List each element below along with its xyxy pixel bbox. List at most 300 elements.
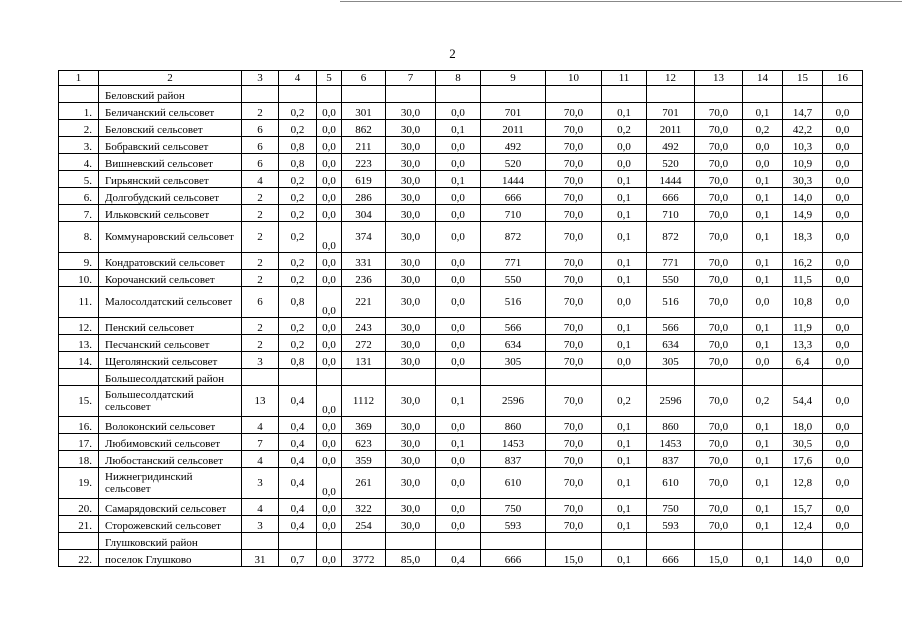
district-name: Большесолдатский район (99, 369, 242, 386)
value-cell: 516 (481, 287, 546, 318)
district-name: Беловский район (99, 86, 242, 103)
value-cell: 0,0 (317, 434, 342, 451)
district-name: Глушковский район (99, 533, 242, 550)
value-cell: 0,1 (602, 335, 647, 352)
value-cell: 70,0 (695, 137, 743, 154)
row-index-cell: 13. (59, 335, 99, 352)
value-cell: 0,2 (279, 270, 317, 287)
value-cell: 0,0 (317, 386, 342, 417)
value-cell: 70,0 (695, 120, 743, 137)
table-row (59, 222, 863, 253)
table-row (59, 188, 863, 205)
value-cell: 0,2 (743, 386, 783, 417)
value-cell: 3 (242, 352, 279, 369)
row-index-cell: 8. (59, 222, 99, 253)
table-row (59, 137, 863, 154)
value-cell: 837 (647, 451, 695, 468)
row-index-cell (59, 86, 99, 103)
empty-cell (695, 369, 743, 386)
value-cell: 14,0 (783, 188, 823, 205)
value-cell: 70,0 (546, 103, 602, 120)
value-cell: 492 (481, 137, 546, 154)
value-cell: 0,0 (436, 335, 481, 352)
value-cell: 221 (342, 287, 386, 318)
value-cell: 254 (342, 516, 386, 533)
value-cell: 272 (342, 335, 386, 352)
settlement-name: Долгобудский сельсовет (99, 188, 242, 205)
value-cell: 10,9 (783, 154, 823, 171)
value-cell: 2596 (481, 386, 546, 417)
value-cell: 0,0 (317, 550, 342, 567)
value-cell: 0,1 (436, 386, 481, 417)
value-cell: 0,0 (317, 451, 342, 468)
value-cell: 0,2 (279, 335, 317, 352)
value-cell: 0,0 (602, 154, 647, 171)
value-cell: 0,1 (602, 253, 647, 270)
value-cell: 305 (481, 352, 546, 369)
value-cell: 2 (242, 205, 279, 222)
value-cell: 0,0 (317, 287, 342, 318)
empty-cell (546, 369, 602, 386)
value-cell: 70,0 (546, 154, 602, 171)
value-cell: 6 (242, 120, 279, 137)
column-number-cell: 14 (743, 71, 783, 86)
value-cell: 0,2 (602, 386, 647, 417)
value-cell: 17,6 (783, 451, 823, 468)
row-index-cell: 4. (59, 154, 99, 171)
value-cell: 0,1 (602, 270, 647, 287)
table-row (59, 318, 863, 335)
value-cell: 593 (481, 516, 546, 533)
value-cell: 0,1 (743, 468, 783, 499)
empty-cell (279, 86, 317, 103)
settlement-name: Большесолдатский сельсовет (99, 386, 242, 417)
value-cell: 0,1 (602, 171, 647, 188)
value-cell: 0,0 (317, 154, 342, 171)
value-cell: 0,4 (279, 386, 317, 417)
empty-cell (317, 533, 342, 550)
value-cell: 286 (342, 188, 386, 205)
value-cell: 30,0 (386, 253, 436, 270)
column-number-row (59, 71, 863, 86)
value-cell: 1444 (481, 171, 546, 188)
value-cell: 0,1 (743, 222, 783, 253)
row-index-cell: 15. (59, 386, 99, 417)
value-cell: 30,0 (386, 318, 436, 335)
empty-cell (695, 533, 743, 550)
value-cell: 0,2 (279, 205, 317, 222)
value-cell: 6,4 (783, 352, 823, 369)
value-cell: 70,0 (695, 417, 743, 434)
value-cell: 223 (342, 154, 386, 171)
row-index-cell: 7. (59, 205, 99, 222)
value-cell: 0,0 (317, 120, 342, 137)
value-cell: 70,0 (695, 386, 743, 417)
value-cell: 70,0 (695, 222, 743, 253)
value-cell: 0,0 (436, 188, 481, 205)
value-cell: 0,4 (279, 417, 317, 434)
value-cell: 0,0 (436, 468, 481, 499)
row-index-cell: 16. (59, 417, 99, 434)
column-number-cell: 16 (823, 71, 863, 86)
table-row (59, 417, 863, 434)
value-cell: 0,0 (602, 352, 647, 369)
value-cell: 0,2 (279, 222, 317, 253)
value-cell: 0,0 (823, 451, 863, 468)
column-number-cell: 5 (317, 71, 342, 86)
empty-cell (546, 86, 602, 103)
value-cell: 70,0 (546, 318, 602, 335)
value-cell: 701 (647, 103, 695, 120)
value-cell: 70,0 (546, 137, 602, 154)
value-cell: 30,0 (386, 386, 436, 417)
column-number-cell: 13 (695, 71, 743, 86)
value-cell: 0,1 (602, 103, 647, 120)
value-cell: 2011 (647, 120, 695, 137)
value-cell: 2 (242, 188, 279, 205)
value-cell: 70,0 (695, 434, 743, 451)
value-cell: 0,8 (279, 287, 317, 318)
value-cell: 0,0 (317, 188, 342, 205)
value-cell: 0,0 (743, 352, 783, 369)
value-cell: 70,0 (546, 386, 602, 417)
value-cell: 70,0 (546, 352, 602, 369)
value-cell: 15,0 (546, 550, 602, 567)
value-cell: 30,0 (386, 137, 436, 154)
row-index-cell: 18. (59, 451, 99, 468)
value-cell: 70,0 (546, 499, 602, 516)
value-cell: 0,0 (823, 516, 863, 533)
value-cell: 872 (481, 222, 546, 253)
value-cell: 30,0 (386, 270, 436, 287)
value-cell: 30,0 (386, 222, 436, 253)
value-cell: 0,0 (317, 222, 342, 253)
value-cell: 6 (242, 154, 279, 171)
value-cell: 0,1 (743, 451, 783, 468)
value-cell: 70,0 (695, 516, 743, 533)
value-cell: 15,7 (783, 499, 823, 516)
settlement-name: Кондратовский сельсовет (99, 253, 242, 270)
page-number: 2 (449, 46, 456, 61)
table-row (59, 120, 863, 137)
value-cell: 666 (481, 188, 546, 205)
value-cell: 3 (242, 516, 279, 533)
settlement-name: Любимовский сельсовет (99, 434, 242, 451)
value-cell: 0,0 (436, 451, 481, 468)
value-cell: 860 (481, 417, 546, 434)
value-cell: 70,0 (695, 103, 743, 120)
value-cell: 70,0 (695, 287, 743, 318)
value-cell: 30,0 (386, 188, 436, 205)
value-cell: 0,7 (279, 550, 317, 567)
value-cell: 6 (242, 137, 279, 154)
table-row (59, 253, 863, 270)
empty-cell (602, 533, 647, 550)
settlement-name: Беличанский сельсовет (99, 103, 242, 120)
value-cell: 0,0 (743, 287, 783, 318)
value-cell: 14,7 (783, 103, 823, 120)
value-cell: 30,0 (386, 335, 436, 352)
column-number-cell: 9 (481, 71, 546, 86)
column-number-cell: 10 (546, 71, 602, 86)
value-cell: 18,0 (783, 417, 823, 434)
value-cell: 2 (242, 222, 279, 253)
value-cell: 0,8 (279, 154, 317, 171)
table-row (59, 451, 863, 468)
row-index-cell: 20. (59, 499, 99, 516)
value-cell: 0,0 (823, 434, 863, 451)
value-cell: 0,0 (743, 154, 783, 171)
value-cell: 31 (242, 550, 279, 567)
value-cell: 0,1 (436, 434, 481, 451)
empty-cell (743, 86, 783, 103)
value-cell: 0,1 (602, 188, 647, 205)
value-cell: 30,0 (386, 516, 436, 533)
value-cell: 0,1 (743, 253, 783, 270)
value-cell: 85,0 (386, 550, 436, 567)
value-cell: 550 (481, 270, 546, 287)
value-cell: 70,0 (546, 417, 602, 434)
value-cell: 1453 (647, 434, 695, 451)
value-cell: 70,0 (695, 171, 743, 188)
value-cell: 70,0 (546, 335, 602, 352)
table-row (59, 287, 863, 318)
table-row (59, 386, 863, 417)
settlement-name: поселок Глушково (99, 550, 242, 567)
value-cell: 0,0 (317, 417, 342, 434)
empty-cell (386, 533, 436, 550)
empty-cell (279, 369, 317, 386)
district-row (59, 86, 863, 103)
value-cell: 70,0 (546, 253, 602, 270)
value-cell: 0,0 (436, 103, 481, 120)
value-cell: 492 (647, 137, 695, 154)
value-cell: 0,1 (436, 171, 481, 188)
value-cell: 0,1 (743, 550, 783, 567)
value-cell: 12,4 (783, 516, 823, 533)
value-cell: 70,0 (546, 516, 602, 533)
value-cell: 16,2 (783, 253, 823, 270)
row-index-cell: 5. (59, 171, 99, 188)
value-cell: 0,0 (823, 154, 863, 171)
column-number-cell: 15 (783, 71, 823, 86)
value-cell: 872 (647, 222, 695, 253)
value-cell: 0,1 (743, 205, 783, 222)
column-number-cell: 2 (99, 71, 242, 86)
value-cell: 0,0 (823, 270, 863, 287)
value-cell: 374 (342, 222, 386, 253)
value-cell: 634 (481, 335, 546, 352)
value-cell: 2596 (647, 386, 695, 417)
value-cell: 0,0 (317, 468, 342, 499)
value-cell: 610 (481, 468, 546, 499)
value-cell: 0,0 (823, 222, 863, 253)
value-cell: 0,1 (743, 188, 783, 205)
value-cell: 7 (242, 434, 279, 451)
value-cell: 359 (342, 451, 386, 468)
row-index-cell: 6. (59, 188, 99, 205)
value-cell: 0,0 (436, 205, 481, 222)
column-number-cell: 12 (647, 71, 695, 86)
value-cell: 619 (342, 171, 386, 188)
settlement-name: Корочанский сельсовет (99, 270, 242, 287)
value-cell: 0,0 (823, 253, 863, 270)
value-cell: 0,0 (823, 386, 863, 417)
empty-cell (602, 369, 647, 386)
value-cell: 0,8 (279, 352, 317, 369)
value-cell: 0,0 (317, 137, 342, 154)
empty-cell (436, 533, 481, 550)
value-cell: 11,9 (783, 318, 823, 335)
value-cell: 0,1 (743, 171, 783, 188)
value-cell: 1444 (647, 171, 695, 188)
value-cell: 0,0 (436, 287, 481, 318)
value-cell: 0,0 (823, 171, 863, 188)
table-row (59, 468, 863, 499)
row-index-cell: 3. (59, 137, 99, 154)
empty-cell (823, 369, 863, 386)
value-cell: 30,0 (386, 171, 436, 188)
value-cell: 837 (481, 451, 546, 468)
district-row (59, 533, 863, 550)
table-row (59, 516, 863, 533)
value-cell: 0,0 (436, 222, 481, 253)
row-index-cell: 21. (59, 516, 99, 533)
empty-cell (481, 369, 546, 386)
value-cell: 623 (342, 434, 386, 451)
empty-cell (386, 369, 436, 386)
value-cell: 0,1 (602, 550, 647, 567)
value-cell: 30,0 (386, 205, 436, 222)
value-cell: 261 (342, 468, 386, 499)
value-cell: 14,9 (783, 205, 823, 222)
value-cell: 0,1 (743, 516, 783, 533)
value-cell: 331 (342, 253, 386, 270)
value-cell: 634 (647, 335, 695, 352)
value-cell: 70,0 (546, 205, 602, 222)
empty-cell (783, 369, 823, 386)
value-cell: 520 (481, 154, 546, 171)
row-index-cell: 12. (59, 318, 99, 335)
settlement-name: Ильковский сельсовет (99, 205, 242, 222)
row-index-cell: 11. (59, 287, 99, 318)
value-cell: 70,0 (546, 434, 602, 451)
value-cell: 862 (342, 120, 386, 137)
value-cell: 30,0 (386, 154, 436, 171)
value-cell: 3 (242, 468, 279, 499)
value-cell: 0,1 (602, 205, 647, 222)
value-cell: 14,0 (783, 550, 823, 567)
value-cell: 369 (342, 417, 386, 434)
value-cell: 70,0 (695, 335, 743, 352)
value-cell: 70,0 (546, 222, 602, 253)
value-cell: 15,0 (695, 550, 743, 567)
empty-cell (783, 533, 823, 550)
value-cell: 30,0 (386, 417, 436, 434)
value-cell: 520 (647, 154, 695, 171)
value-cell: 54,4 (783, 386, 823, 417)
value-cell: 0,0 (436, 417, 481, 434)
value-cell: 0,4 (279, 434, 317, 451)
settlement-name: Песчанский сельсовет (99, 335, 242, 352)
empty-cell (317, 86, 342, 103)
empty-cell (342, 533, 386, 550)
value-cell: 516 (647, 287, 695, 318)
value-cell: 0,1 (602, 451, 647, 468)
value-cell: 0,0 (317, 516, 342, 533)
value-cell: 70,0 (695, 253, 743, 270)
settlement-name: Сторожевский сельсовет (99, 516, 242, 533)
empty-cell (436, 369, 481, 386)
value-cell: 666 (647, 550, 695, 567)
value-cell: 70,0 (695, 154, 743, 171)
table-row (59, 335, 863, 352)
value-cell: 305 (647, 352, 695, 369)
value-cell: 0,0 (823, 352, 863, 369)
settlement-name: Малосолдатский сельсовет (99, 287, 242, 318)
value-cell: 30,0 (386, 352, 436, 369)
settlement-name: Гирьянский сельсовет (99, 171, 242, 188)
value-cell: 70,0 (695, 270, 743, 287)
value-cell: 131 (342, 352, 386, 369)
value-cell: 0,0 (823, 417, 863, 434)
value-cell: 0,0 (317, 270, 342, 287)
value-cell: 0,0 (317, 205, 342, 222)
empty-cell (242, 369, 279, 386)
value-cell: 10,8 (783, 287, 823, 318)
value-cell: 2 (242, 270, 279, 287)
value-cell: 3772 (342, 550, 386, 567)
value-cell: 1112 (342, 386, 386, 417)
empty-cell (481, 86, 546, 103)
value-cell: 30,0 (386, 499, 436, 516)
value-cell: 2 (242, 318, 279, 335)
district-row (59, 369, 863, 386)
settlement-name: Бобравский сельсовет (99, 137, 242, 154)
value-cell: 0,0 (602, 137, 647, 154)
value-cell: 0,1 (743, 318, 783, 335)
row-index-cell: 2. (59, 120, 99, 137)
empty-cell (317, 369, 342, 386)
value-cell: 0,1 (743, 335, 783, 352)
settlement-name: Беловский сельсовет (99, 120, 242, 137)
value-cell: 1453 (481, 434, 546, 451)
value-cell: 30,0 (386, 120, 436, 137)
value-cell: 710 (481, 205, 546, 222)
value-cell: 0,1 (743, 270, 783, 287)
value-cell: 0,0 (436, 318, 481, 335)
value-cell: 70,0 (695, 451, 743, 468)
value-cell: 12,8 (783, 468, 823, 499)
value-cell: 70,0 (695, 188, 743, 205)
top-rule (340, 1, 902, 2)
settlement-name: Вишневский сельсовет (99, 154, 242, 171)
value-cell: 0,0 (743, 137, 783, 154)
value-cell: 0,0 (317, 352, 342, 369)
value-cell: 750 (647, 499, 695, 516)
table-row (59, 434, 863, 451)
value-cell: 2 (242, 253, 279, 270)
column-number-cell: 8 (436, 71, 481, 86)
table-row (59, 270, 863, 287)
value-cell: 0,1 (602, 499, 647, 516)
value-cell: 4 (242, 451, 279, 468)
value-cell: 0,2 (279, 318, 317, 335)
value-cell: 2 (242, 335, 279, 352)
value-cell: 0,0 (823, 103, 863, 120)
table-row (59, 154, 863, 171)
settlement-name: Нижнегридинский сельсовет (99, 468, 242, 499)
